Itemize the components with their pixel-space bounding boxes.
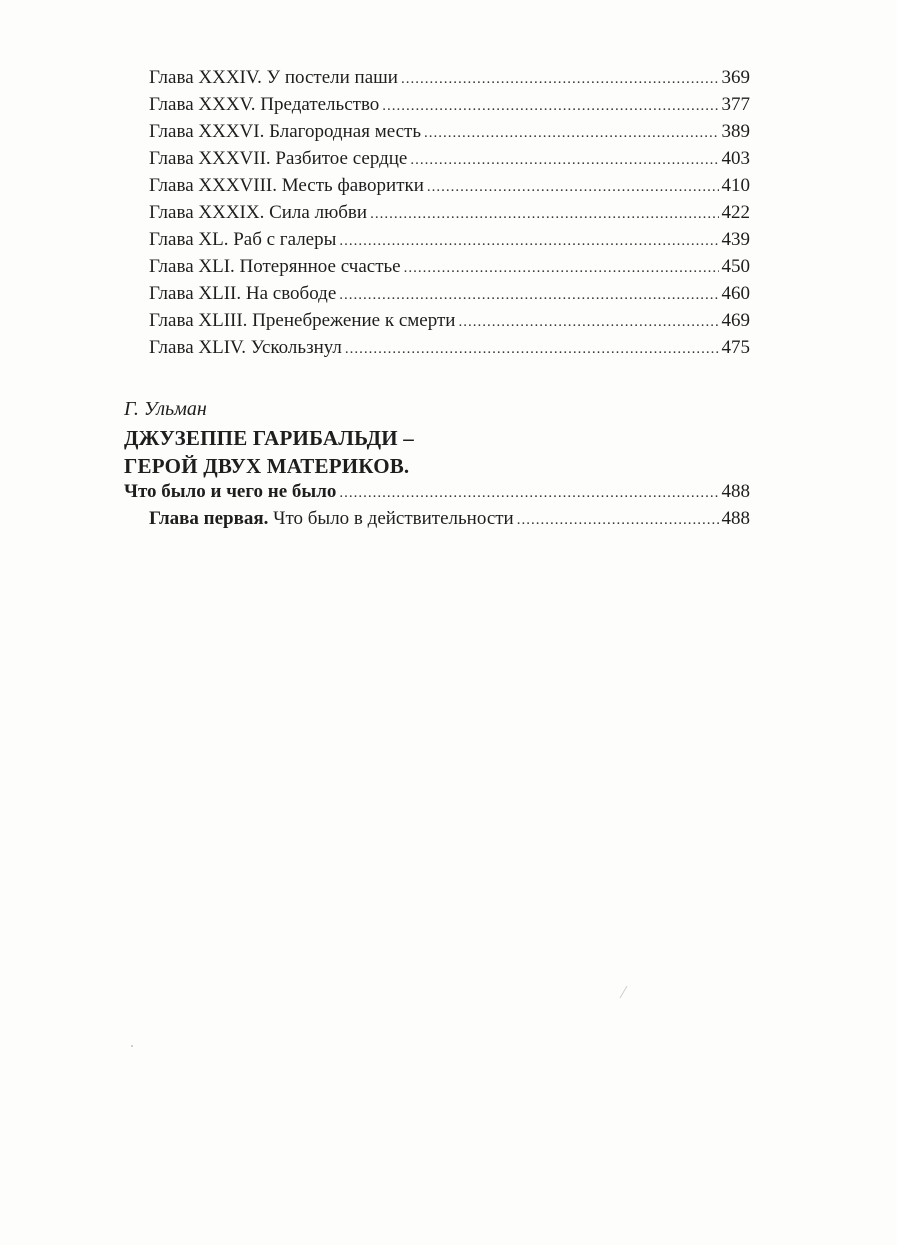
dot-leader — [382, 93, 718, 120]
dot-leader — [339, 480, 718, 507]
toc-entry-page: 369 — [721, 67, 750, 88]
dot-leader — [339, 228, 718, 255]
toc-part-title: Что было и чего не было — [124, 481, 337, 502]
toc-entry-title: Глава XXXIV. У постели паши — [149, 67, 398, 88]
dot-leader — [517, 507, 719, 534]
dot-leader — [401, 66, 719, 93]
book-title-line: ГЕРОЙ ДВУХ МАТЕРИКОВ. — [124, 454, 410, 478]
toc-entry-title: Глава XLII. На свободе — [149, 283, 337, 304]
toc-entry-title: Глава XXXVI. Благородная месть — [149, 121, 422, 142]
toc-entry-page: 410 — [721, 175, 750, 196]
toc-chapter-title: Что было в действительности — [273, 508, 514, 529]
toc-entry-page: 475 — [721, 337, 750, 358]
toc-chapter-label: Глава первая. — [149, 508, 269, 529]
dot-leader — [404, 255, 719, 282]
toc-entry — [149, 280, 750, 309]
toc-entry-page: 422 — [721, 202, 750, 223]
toc-part-page: 488 — [721, 481, 750, 502]
dot-leader — [345, 336, 719, 363]
toc-entry — [149, 118, 750, 147]
toc-entry-title: Глава XXXV. Предательство — [149, 94, 380, 115]
toc-entry-page: 439 — [721, 229, 750, 250]
toc-entry — [149, 199, 750, 228]
book-title-line: ДЖУЗЕППЕ ГАРИБАЛЬДИ – — [124, 426, 414, 450]
toc-entry-page: 469 — [721, 310, 750, 331]
author-name: Г. Ульман — [124, 398, 207, 420]
dot-leader — [370, 201, 718, 228]
toc-entry — [149, 145, 750, 174]
toc-entry — [149, 91, 750, 120]
toc-entry-page: 389 — [721, 121, 750, 142]
toc-entry-page: 377 — [721, 94, 750, 115]
toc-entry-title: Глава XLI. Потерянное счастье — [149, 256, 401, 277]
dot-leader — [427, 174, 719, 201]
toc-entry — [149, 334, 750, 363]
toc-entry-title: Глава XL. Раб с галеры — [149, 229, 337, 250]
scan-speck — [131, 1045, 133, 1047]
toc-chapter-page: 488 — [721, 508, 750, 529]
toc-entry — [149, 226, 750, 255]
toc-entry — [149, 307, 750, 336]
dot-leader — [424, 120, 718, 147]
toc-entry-title: Глава XLIV. Ускользнул — [149, 337, 342, 358]
toc-entry-page: 460 — [721, 283, 750, 304]
toc-chapter-title-group — [149, 505, 514, 532]
toc-entry-page: 403 — [721, 148, 750, 169]
dot-leader — [458, 309, 718, 336]
dot-leader — [410, 147, 718, 174]
toc-part-entry — [124, 478, 750, 507]
toc-chapter-entry — [149, 505, 750, 534]
toc-entry-title: Глава XXXIX. Сила любви — [149, 202, 368, 223]
toc-entry-title: Глава XLIII. Пренебрежение к смерти — [149, 310, 456, 331]
toc-entry — [149, 172, 750, 201]
toc-entry-title: Глава XXXVIII. Месть фаворитки — [149, 175, 424, 196]
toc-entry — [149, 64, 750, 93]
book-title — [124, 424, 414, 480]
toc-entry-page: 450 — [721, 256, 750, 277]
scan-speck — [620, 986, 628, 999]
toc-entry — [149, 253, 750, 282]
toc-entry-title: Глава XXXVII. Разбитое сердце — [149, 148, 408, 169]
dot-leader — [339, 282, 718, 309]
